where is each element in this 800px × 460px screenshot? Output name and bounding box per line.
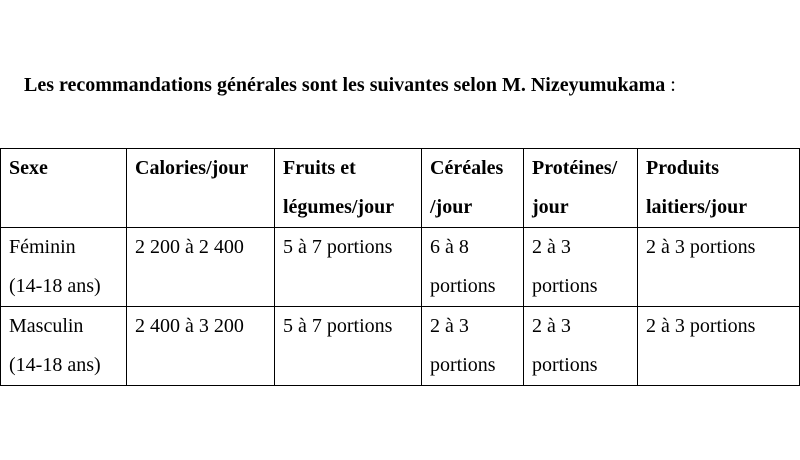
cell-sex: Féminin (14-18 ans) [1,228,127,307]
recommendations-table [0,148,800,386]
cell-cereals: 6 à 8 portions [422,228,524,307]
intro-paragraph [24,71,676,99]
cell-sex: Masculin (14-18 ans) [1,307,127,386]
cell-calories: 2 400 à 3 200 [127,307,275,386]
cell-proteins: 2 à 3 portions [524,307,638,386]
header-calories: Calories/jour [127,149,275,228]
header-proteins: Protéines/ jour [524,149,638,228]
cell-calories: 2 200 à 2 400 [127,228,275,307]
header-cereals: Céréales /jour [422,149,524,228]
header-sex: Sexe [1,149,127,228]
table-row [1,307,800,386]
cell-proteins: 2 à 3 portions [524,228,638,307]
intro-text: Les recommandations générales sont les suivantes selon M. Nizeyumukama [24,74,666,96]
table-row [1,228,800,307]
table-header-row [1,149,800,228]
intro-colon: : [665,74,676,96]
header-fruits-vegetables: Fruits et légumes/jour [275,149,422,228]
cell-dairy: 2 à 3 portions [638,307,800,386]
cell-dairy: 2 à 3 portions [638,228,800,307]
cell-fruits-vegetables: 5 à 7 portions [275,307,422,386]
cell-fruits-vegetables: 5 à 7 portions [275,228,422,307]
cell-cereals: 2 à 3 portions [422,307,524,386]
header-dairy: Produits laitiers/jour [638,149,800,228]
